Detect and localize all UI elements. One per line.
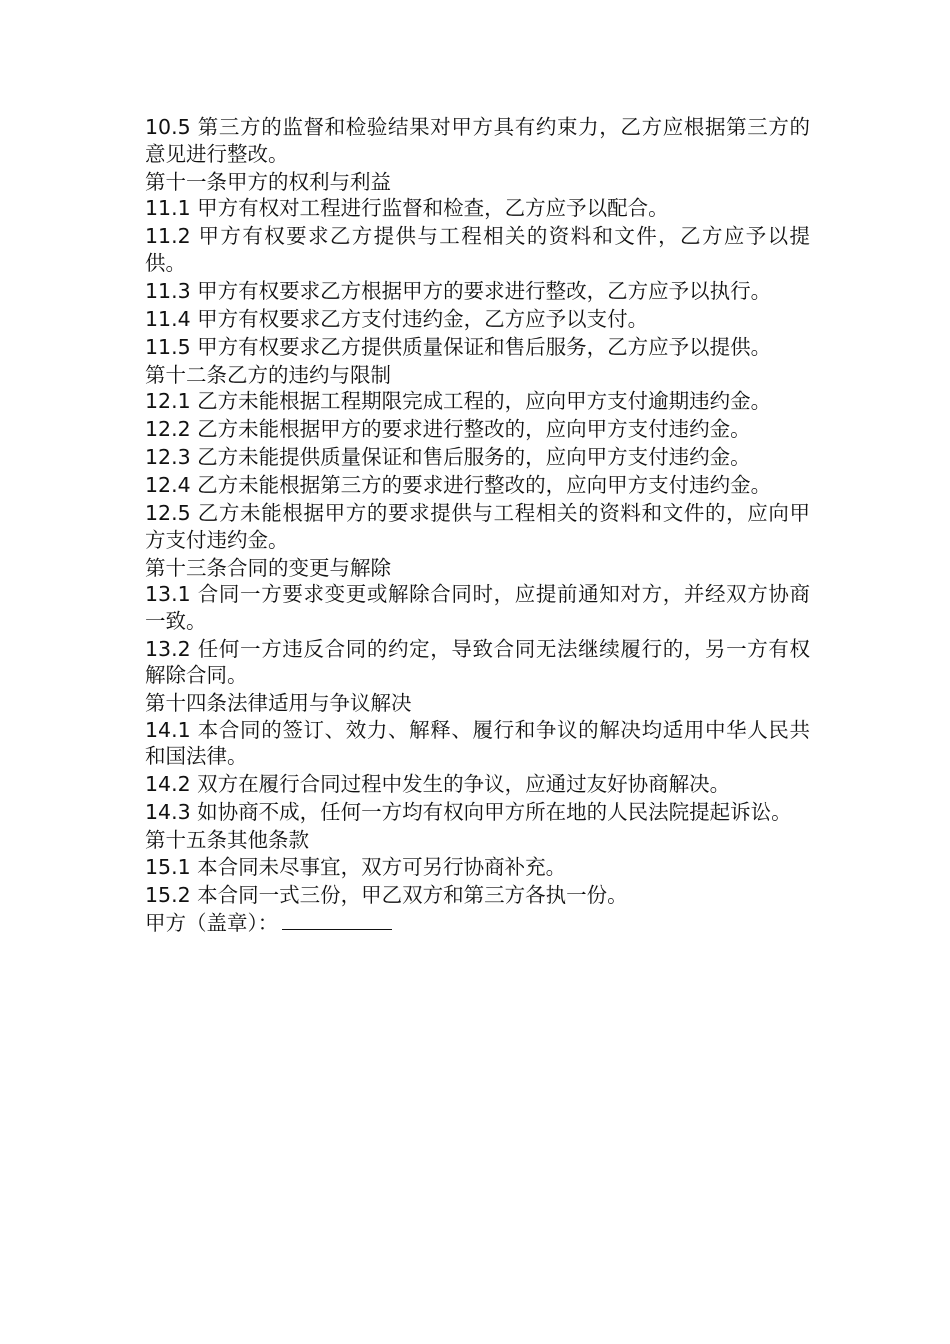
clause-11-2: 11.2 甲方有权要求乙方提供与工程相关的资料和文件，乙方应予以提供。 [145,224,810,275]
article-14-heading: 第十四条法律适用与争议解决 [145,691,412,715]
article-11-heading: 第十一条甲方的权利与利益 [145,169,391,194]
clause-12-5: 12.5 乙方未能根据甲方的要求提供与工程相关的资料和文件的，应向甲方支付违约金。 [145,501,810,552]
clause-14-1: 14.1 本合同的签订、效力、解释、履行和争议的解决均适用中华人民共和国法律。 [145,717,810,768]
clause-14-3: 14.3 如协商不成，任何一方均有权向甲方所在地的人民法院提起诉讼。 [145,800,792,824]
clause-15-1: 15.1 本合同未尽事宜，双方可另行协商补充。 [145,854,567,879]
contract-body [145,114,810,936]
clause-11-3: 11.3 甲方有权要求乙方根据甲方的要求进行整改，乙方应予以执行。 [145,278,772,303]
clause-10-5: 10.5 第三方的监督和检验结果对甲方具有约束力，乙方应根据第三方的意见进行整改。 [145,115,810,166]
clause-13-2: 13.2 任何一方违反合同的约定，导致合同无法继续履行的，另一方有权解除合同。 [145,636,810,687]
signature-blank[interactable] [282,910,392,930]
party-a-signature-line [145,910,810,937]
article-15-heading: 第十五条其他条款 [145,828,309,852]
clause-11-1: 11.1 甲方有权对工程进行监督和检查，乙方应予以配合。 [145,196,669,220]
article-13-heading: 第十三条合同的变更与解除 [145,555,391,580]
clause-13-1: 13.1 合同一方要求变更或解除合同时，应提前通知对方，并经双方协商一致。 [145,582,810,633]
clause-11-4: 11.4 甲方有权要求乙方支付违约金，乙方应予以支付。 [145,306,649,331]
clause-14-2: 14.2 双方在履行合同过程中发生的争议，应通过友好协商解决。 [145,772,731,796]
clause-11-5: 11.5 甲方有权要求乙方提供质量保证和售后服务，乙方应予以提供。 [145,334,772,359]
clause-12-2: 12.2 乙方未能根据甲方的要求进行整改的，应向甲方支付违约金。 [145,417,751,441]
clause-12-1: 12.1 乙方未能根据工程期限完成工程的，应向甲方支付逾期违约金。 [145,389,772,413]
clause-12-3: 12.3 乙方未能提供质量保证和售后服务的，应向甲方支付违约金。 [145,445,751,469]
clause-15-2: 15.2 本合同一式三份，甲乙双方和第三方各执一份。 [145,882,628,907]
clause-12-4: 12.4 乙方未能根据第三方的要求进行整改的，应向甲方支付违约金。 [145,473,772,497]
party-a-seal-label: 甲方（盖章）： [145,910,279,935]
article-12-heading: 第十二条乙方的违约与限制 [145,362,391,387]
